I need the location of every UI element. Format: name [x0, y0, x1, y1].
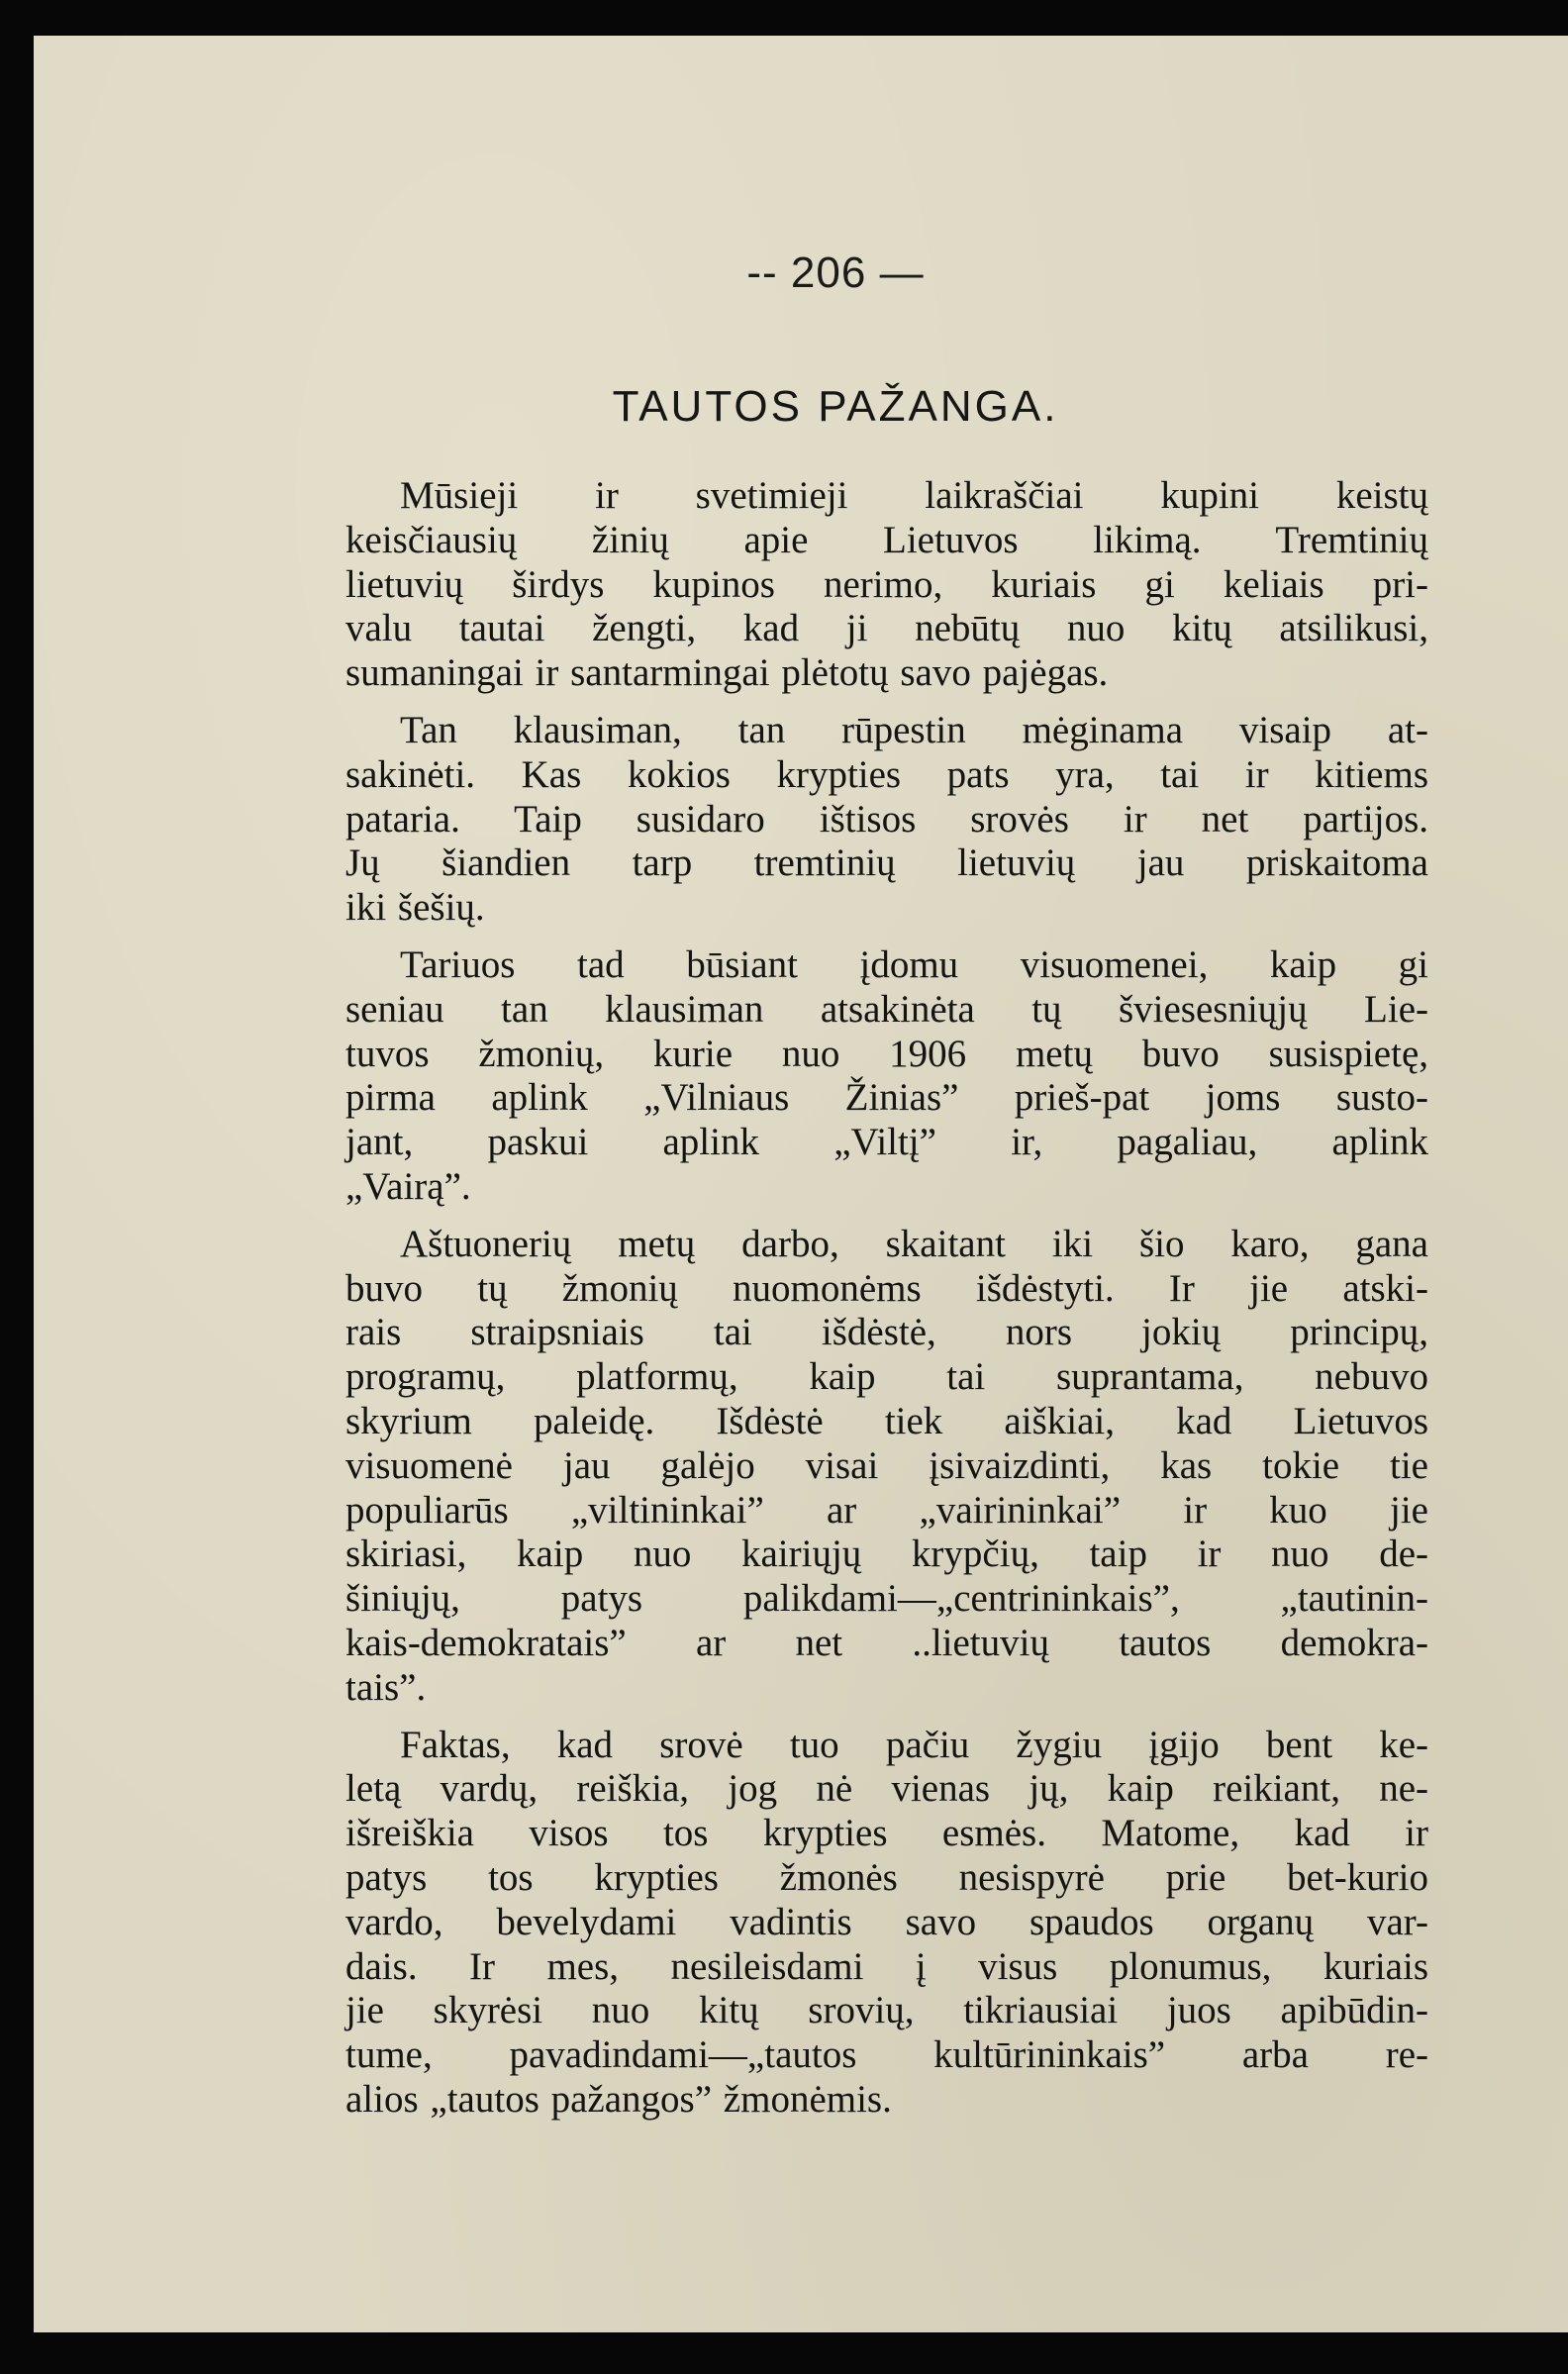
text-line: keisčiausių žinių apie Lietuvos likimą. Tremtinių: [345, 518, 1428, 561]
text-line: patys tos krypties žmonės nesispyrė prie bet-kurio: [345, 1855, 1428, 1899]
text-line: letą vardų, reiškia, jog nė vienas jų, kaip reikiant, ne-: [345, 1767, 1428, 1811]
text-line: Tariuos tad būsiant įdomu visuomenei, kaip gi: [400, 942, 1428, 986]
text-line: visuomenė jau galėjo visai įsivaizdinti, kas tokie tie: [345, 1443, 1428, 1487]
text-line: kais-demokratais” ar net ..lietuvių tautos demokra-: [345, 1621, 1428, 1664]
text-line: jie skyrėsi nuo kitų srovių, tikriausiai juos apibūdin-: [345, 1989, 1428, 2032]
text-line: populiarūs „viltininkai” ar „vairininkai” ir kuo jie: [345, 1488, 1428, 1532]
body-text: [345, 474, 1428, 2135]
text-line: skyrium paleidę. Išdėstė tiek aiškiai, kad Lietuvos: [345, 1399, 1428, 1442]
text-line: sumaningai ir santarmingai plėtotų savo pajėgas.: [345, 651, 1109, 695]
paragraph-1: [345, 474, 1428, 696]
text-line: šiniųjų, patys palikdami—„centrininkais”, „tautinin-: [345, 1577, 1428, 1621]
paragraph-5: [345, 1724, 1428, 2123]
text-line: seniau tan klausiman atsakinėta tų šviesesniųjų Lie-: [345, 987, 1428, 1031]
text-line: pataria. Taip susidaro ištisos srovės ir net partijos.: [345, 797, 1428, 841]
text-line: vardo, bevelydami vadintis savo spaudos organų var-: [345, 1900, 1428, 1943]
text-line: išreiškia visos tos krypties esmės. Matome, kad ir: [345, 1812, 1428, 1855]
text-line: tume, pavadindami—„tautos kultūrininkais” arba re-: [345, 2033, 1428, 2077]
text-line: Aštuonerių metų darbo, skaitant iki šio karo, gana: [400, 1222, 1428, 1265]
page-number: -- 206 —: [746, 248, 925, 297]
paragraph-2: [345, 709, 1428, 931]
chapter-title: TAUTOS PAŽANGA.: [612, 382, 1059, 431]
text-line: iki šešių.: [345, 886, 485, 930]
text-line: Faktas, kad srovė tuo pačiu žygiu įgijo bent ke-: [400, 1723, 1428, 1766]
text-line: rais straipsniais tai išdėstė, nors jokių principų,: [345, 1311, 1428, 1354]
text-line: tais”.: [345, 1665, 427, 1709]
text-line: dais. Ir mes, nesileisdami į visus plonumus, kuriais: [345, 1944, 1428, 1988]
text-line: Tan klausiman, tan rūpestin mėginama visaip at-: [400, 708, 1428, 751]
book-page: [34, 36, 1568, 2332]
text-line: skiriasi, kaip nuo kairiųjų krypčių, taip ir nuo de-: [345, 1533, 1428, 1576]
text-line: Jų šiandien tarp tremtinių lietuvių jau priskaitoma: [345, 841, 1428, 885]
text-line: lietuvių širdys kupinos nerimo, kuriais gi keliais pri-: [345, 562, 1428, 606]
text-line: Mūsieji ir svetimieji laikraščiai kupini keistų: [400, 474, 1428, 517]
text-line: pirma aplink „Vilniaus Žinias” prieš-pat joms susto-: [345, 1076, 1428, 1120]
text-line: jant, paskui aplink „Viltį” ir, pagaliau, aplink: [345, 1121, 1428, 1164]
text-line: tuvos žmonių, kurie nuo 1906 metų buvo susispietę,: [345, 1032, 1428, 1075]
text-line: „Vairą”.: [345, 1164, 471, 1208]
paragraph-3: [345, 943, 1428, 1210]
text-line: valu tautai žengti, kad ji nebūtų nuo kitų atsilikusi,: [345, 607, 1428, 650]
text-line: buvo tų žmonių nuomonėms išdėstyti. Ir jie atski-: [345, 1266, 1428, 1310]
text-line: programų, platformų, kaip tai suprantama, nebuvo: [345, 1355, 1428, 1399]
text-line: sakinėti. Kas kokios krypties pats yra, tai ir kitiems: [345, 752, 1428, 796]
text-line: alios „tautos pažangos” žmonėmis.: [345, 2077, 892, 2121]
paragraph-4: [345, 1223, 1428, 1711]
